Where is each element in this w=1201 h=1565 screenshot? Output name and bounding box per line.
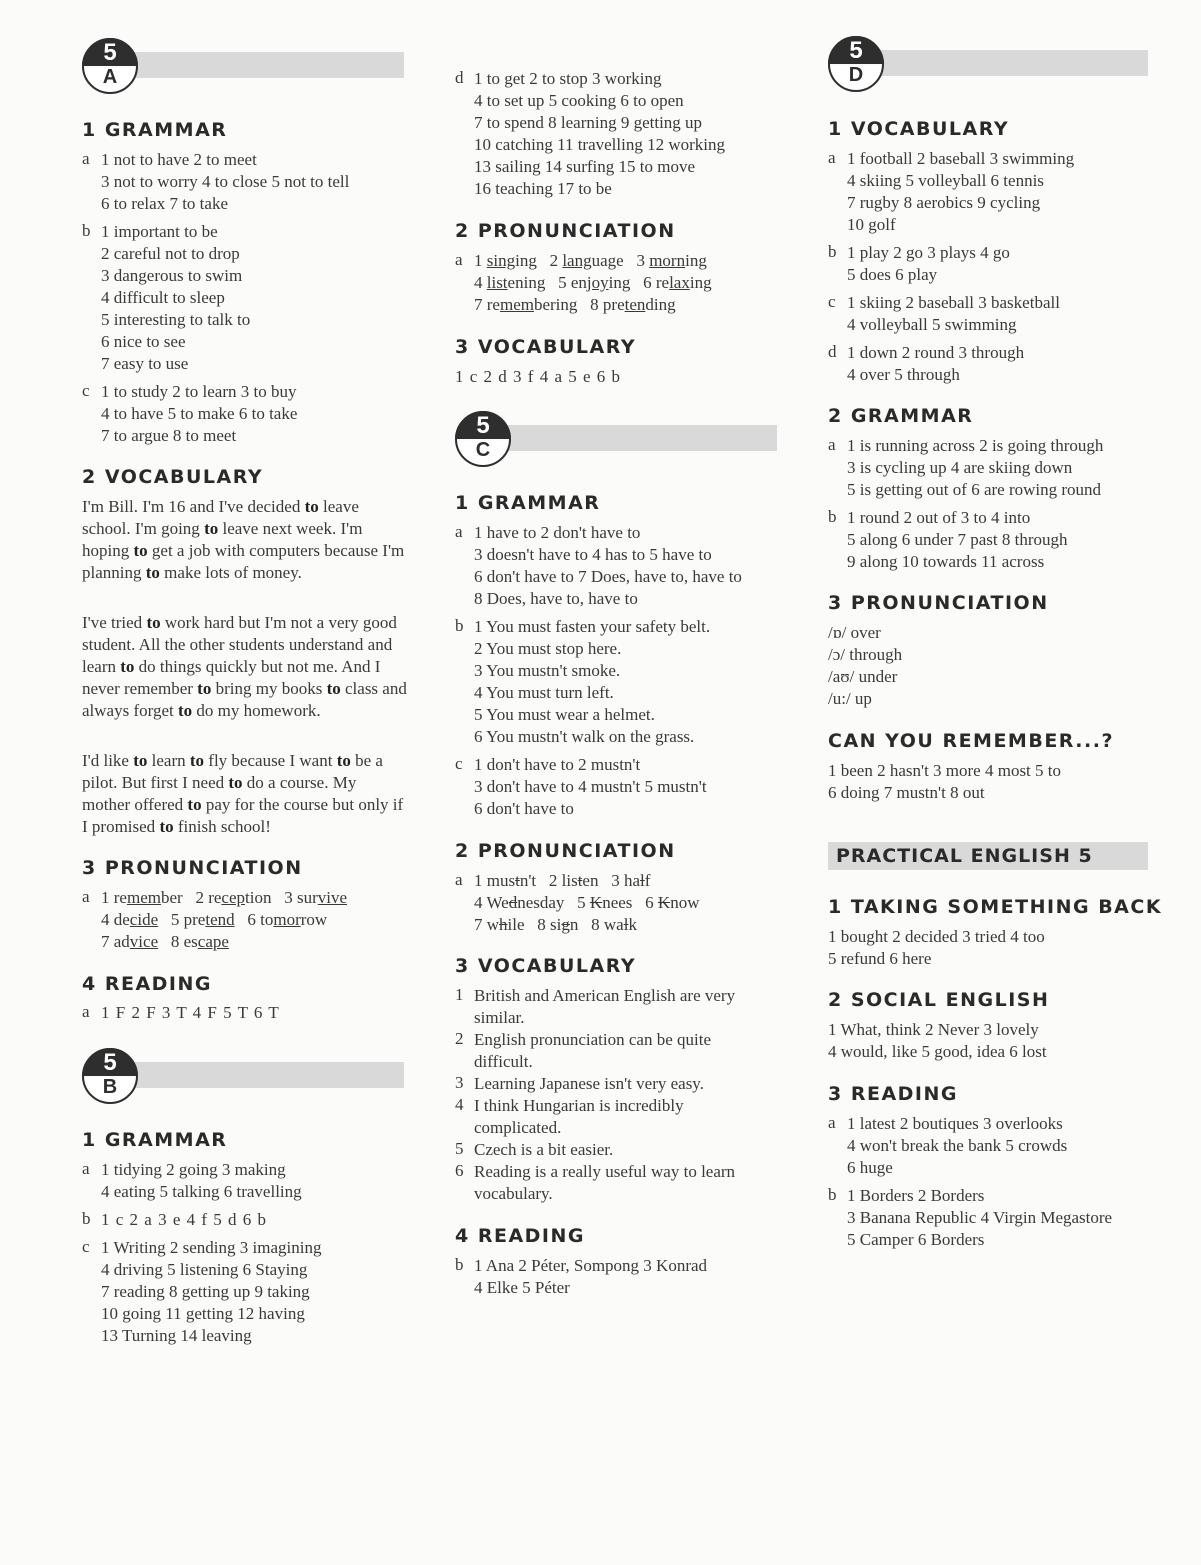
answer-line: 4 volleyball 5 swimming bbox=[847, 315, 1017, 334]
answer-line: 3 don't have to 4 mustn't 5 mustn't bbox=[474, 777, 707, 796]
answer-line: 1 Ana 2 Péter, Sompong 3 Konrad bbox=[474, 1256, 708, 1275]
answer-line: 1 latest 2 boutiques 3 overlooks bbox=[847, 1114, 1063, 1133]
badge-letter: D bbox=[848, 64, 864, 86]
section-header-bar bbox=[878, 50, 1148, 76]
phoneme-line: /aʊ/ under bbox=[828, 667, 898, 686]
section-header-bar bbox=[505, 425, 777, 451]
answer-line: 1 F 2 F 3 T 4 F 5 T 6 T bbox=[101, 1003, 280, 1022]
answer-line: 10 catching 11 travelling 12 working bbox=[474, 135, 726, 154]
answer-line: 4 would, like 5 good, idea 6 lost bbox=[828, 1042, 1047, 1061]
phoneme-line: /ɔ/ through bbox=[828, 645, 903, 664]
heading-reading: 3 READING bbox=[828, 1083, 958, 1105]
badge-letter: C bbox=[475, 439, 491, 461]
answer-line: 1 been 2 hasn't 3 more 4 most 5 to bbox=[828, 761, 1062, 780]
answer-line: English pronunciation can be quite bbox=[474, 1030, 711, 1049]
answer-line: 7 easy to use bbox=[101, 354, 189, 373]
answer-line: Czech is a bit easier. bbox=[474, 1140, 614, 1159]
badge-number: 5 bbox=[849, 37, 863, 64]
item-label: b bbox=[828, 507, 837, 526]
answer-line: 4 to set up 5 cooking 6 to open bbox=[474, 91, 684, 110]
answer-line: 7 to spend 8 learning 9 getting up bbox=[474, 113, 703, 132]
answer-line: 13 Turning 14 leaving bbox=[101, 1326, 252, 1345]
answer-line: 8 Does, have to, have to bbox=[474, 589, 638, 608]
answer-line: 1 have to 2 don't have to bbox=[474, 523, 641, 542]
answer-line: 5 is getting out of 6 are rowing round bbox=[847, 480, 1102, 499]
answer-line: 4 over 5 through bbox=[847, 365, 960, 384]
item-label: a bbox=[455, 870, 463, 889]
answer-line: similar. bbox=[474, 1008, 525, 1027]
answer-line: 1 You must fasten your safety belt. bbox=[474, 617, 711, 636]
vocabulary-paragraph: I'm Bill. I'm 16 and I've decided to leave school. I'm going to leave next week. I'm hoping to get a job with computers because I'm planning to make lots of money. bbox=[82, 497, 405, 582]
item-label: b bbox=[82, 1209, 91, 1228]
answer-line: 7 to argue 8 to meet bbox=[101, 426, 237, 445]
answer-line: 16 teaching 17 to be bbox=[474, 179, 612, 198]
answer-line: 6 nice to see bbox=[101, 332, 186, 351]
answer-line: 1 Borders 2 Borders bbox=[847, 1186, 985, 1205]
answer-line: 6 huge bbox=[847, 1158, 893, 1177]
answer-line: vocabulary. bbox=[474, 1184, 553, 1203]
pronunciation-line: 7 remembering 8 pretending bbox=[474, 295, 676, 314]
item-label: a bbox=[828, 1113, 836, 1132]
pronunciation-line: 4 decide 5 pretend 6 tomorrow bbox=[101, 910, 328, 929]
item-label: a bbox=[82, 1002, 90, 1021]
answer-line: 1 Writing 2 sending 3 imagining bbox=[101, 1238, 322, 1257]
item-label: 2 bbox=[455, 1029, 464, 1048]
answer-line: 1 important to be bbox=[101, 222, 218, 241]
item-label: b bbox=[82, 221, 91, 240]
answer-line: 10 golf bbox=[847, 215, 896, 234]
answer-line: 3 doesn't have to 4 has to 5 have to bbox=[474, 545, 712, 564]
answer-line: 1 tidying 2 going 3 making bbox=[101, 1160, 286, 1179]
pronunciation-line: 7 advice 8 escape bbox=[101, 932, 229, 951]
answer-line: 6 don't have to 7 Does, have to, have to bbox=[474, 567, 742, 586]
answer-line: 6 don't have to bbox=[474, 799, 574, 818]
answer-line: 5 You must wear a helmet. bbox=[474, 705, 655, 724]
silent-letter-line: 7 while 8 sign 8 walk bbox=[474, 915, 637, 934]
badge-letter: A bbox=[102, 66, 118, 88]
answer-line: I think Hungarian is incredibly bbox=[474, 1096, 684, 1115]
item-label: b bbox=[828, 242, 837, 261]
heading-vocabulary: 3 VOCABULARY bbox=[455, 955, 637, 977]
silent-letter-line: 1 mustn't 2 listen 3 half bbox=[474, 871, 651, 890]
section-header-bar bbox=[132, 1062, 404, 1088]
badge-number: 5 bbox=[103, 39, 117, 66]
answer-line: 7 reading 8 getting up 9 taking bbox=[101, 1282, 310, 1301]
item-label: b bbox=[455, 616, 464, 635]
heading-can-you-remember: CAN YOU REMEMBER...? bbox=[828, 730, 1114, 752]
pronunciation-line: 1 singing 2 language 3 morning bbox=[474, 251, 707, 270]
answer-line: 1 play 2 go 3 plays 4 go bbox=[847, 243, 1010, 262]
vocabulary-paragraph: I've tried to work hard but I'm not a very good student. All the other students understand and learn to do things quickly but not me. And I never remember to bring my books to class and always forget to do my homework. bbox=[82, 613, 407, 720]
item-label: a bbox=[828, 148, 836, 167]
answer-line: 3 not to worry 4 to close 5 not to tell bbox=[101, 172, 350, 191]
heading-pronunciation: 2 PRONUNCIATION bbox=[455, 840, 676, 862]
answer-line: 1 What, think 2 Never 3 lovely bbox=[828, 1020, 1039, 1039]
answer-line: Learning Japanese isn't very easy. bbox=[474, 1074, 704, 1093]
item-label: a bbox=[828, 435, 836, 454]
answer-line: 3 dangerous to swim bbox=[101, 266, 243, 285]
heading-reading: 4 READING bbox=[455, 1225, 585, 1247]
answer-line: 4 You must turn left. bbox=[474, 683, 614, 702]
answer-line: 7 rugby 8 aerobics 9 cycling bbox=[847, 193, 1041, 212]
answer-line: 4 difficult to sleep bbox=[101, 288, 225, 307]
answer-line: 13 sailing 14 surfing 15 to move bbox=[474, 157, 695, 176]
answer-line: 4 Elke 5 Péter bbox=[474, 1278, 570, 1297]
item-label: b bbox=[455, 1255, 464, 1274]
item-label: 6 bbox=[455, 1161, 464, 1180]
item-label: a bbox=[455, 522, 463, 541]
item-label: b bbox=[828, 1185, 837, 1204]
answer-line: 4 skiing 5 volleyball 6 tennis bbox=[847, 171, 1044, 190]
answer-line: difficult. bbox=[474, 1052, 533, 1071]
answer-line: 4 driving 5 listening 6 Staying bbox=[101, 1260, 308, 1279]
item-label: a bbox=[82, 149, 90, 168]
heading-vocabulary: 1 VOCABULARY bbox=[828, 118, 1010, 140]
heading-pronunciation: 3 PRONUNCIATION bbox=[82, 857, 303, 879]
answer-line: 4 to have 5 to make 6 to take bbox=[101, 404, 298, 423]
answer-line: 1 to study 2 to learn 3 to buy bbox=[101, 382, 297, 401]
section-header-bar bbox=[132, 52, 404, 78]
answer-line: 1 bought 2 decided 3 tried 4 too bbox=[828, 927, 1045, 946]
item-label: d bbox=[455, 68, 464, 87]
badge-number: 5 bbox=[476, 412, 490, 439]
silent-letter-line: 4 Wednesday 5 Knees 6 Know bbox=[474, 893, 700, 912]
answer-line: 9 along 10 towards 11 across bbox=[847, 552, 1045, 571]
answer-line: 1 c 2 d 3 f 4 a 5 e 6 b bbox=[455, 367, 622, 386]
answer-line: 1 not to have 2 to meet bbox=[101, 150, 257, 169]
answer-line: 3 is cycling up 4 are skiing down bbox=[847, 458, 1073, 477]
answer-line: complicated. bbox=[474, 1118, 562, 1137]
answer-line: 1 c 2 a 3 e 4 f 5 d 6 b bbox=[101, 1210, 268, 1229]
item-label: d bbox=[828, 342, 837, 361]
answer-line: 1 skiing 2 baseball 3 basketball bbox=[847, 293, 1060, 312]
item-label: 5 bbox=[455, 1139, 464, 1158]
answer-line: 10 going 11 getting 12 having bbox=[101, 1304, 305, 1323]
answer-line: 6 You mustn't walk on the grass. bbox=[474, 727, 695, 746]
answer-line: 1 down 2 round 3 through bbox=[847, 343, 1025, 362]
practical-english-header: PRACTICAL ENGLISH 5 bbox=[828, 842, 1148, 870]
answer-line: 2 You must stop here. bbox=[474, 639, 622, 658]
pronunciation-line: 4 listening 5 enjoying 6 relaxing bbox=[474, 273, 712, 292]
heading-taking-something-back: 1 TAKING SOMETHING BACK bbox=[828, 896, 1163, 918]
answer-line: 5 along 6 under 7 past 8 through bbox=[847, 530, 1068, 549]
item-label: c bbox=[82, 381, 90, 400]
heading-pronunciation: 3 PRONUNCIATION bbox=[828, 592, 1049, 614]
heading-vocabulary: 3 VOCABULARY bbox=[455, 336, 637, 358]
answer-line: 1 football 2 baseball 3 swimming bbox=[847, 149, 1075, 168]
answer-line: 5 does 6 play bbox=[847, 265, 938, 284]
heading-grammar: 1 GRAMMAR bbox=[82, 119, 228, 141]
answer-line: 1 is running across 2 is going through bbox=[847, 436, 1104, 455]
heading-vocabulary: 2 VOCABULARY bbox=[82, 466, 264, 488]
answer-line: 5 Camper 6 Borders bbox=[847, 1230, 985, 1249]
answer-line: 6 to relax 7 to take bbox=[101, 194, 228, 213]
pronunciation-line: 1 remember 2 reception 3 survive bbox=[101, 888, 348, 907]
item-label: a bbox=[82, 887, 90, 906]
heading-reading: 4 READING bbox=[82, 973, 212, 995]
answer-line: 1 to get 2 to stop 3 working bbox=[474, 69, 662, 88]
item-label: c bbox=[82, 1237, 90, 1256]
answer-line: 1 don't have to 2 mustn't bbox=[474, 755, 641, 774]
answer-line: 3 You mustn't smoke. bbox=[474, 661, 621, 680]
phoneme-line: /ɒ/ over bbox=[828, 623, 881, 642]
heading-pronunciation: 2 PRONUNCIATION bbox=[455, 220, 676, 242]
answer-line: 6 doing 7 mustn't 8 out bbox=[828, 783, 985, 802]
item-label: a bbox=[82, 1159, 90, 1178]
answer-line: Reading is a really useful way to learn bbox=[474, 1162, 736, 1181]
heading-grammar: 1 GRAMMAR bbox=[455, 492, 601, 514]
item-label: c bbox=[455, 754, 463, 773]
item-label: 1 bbox=[455, 985, 464, 1004]
heading-social-english: 2 SOCIAL ENGLISH bbox=[828, 989, 1050, 1011]
item-label: a bbox=[455, 250, 463, 269]
item-label: 3 bbox=[455, 1073, 464, 1092]
answer-line: 4 eating 5 talking 6 travelling bbox=[101, 1182, 302, 1201]
answer-line: 3 Banana Republic 4 Virgin Megastore bbox=[847, 1208, 1113, 1227]
answer-line: 1 round 2 out of 3 to 4 into bbox=[847, 508, 1031, 527]
item-label: c bbox=[828, 292, 836, 311]
answer-line: 5 interesting to talk to bbox=[101, 310, 251, 329]
answer-line: 4 won't break the bank 5 crowds bbox=[847, 1136, 1068, 1155]
badge-letter: B bbox=[102, 1076, 118, 1098]
answer-line: 5 refund 6 here bbox=[828, 949, 932, 968]
answer-line: British and American English are very bbox=[474, 986, 736, 1005]
answer-line: 2 careful not to drop bbox=[101, 244, 240, 263]
heading-grammar: 1 GRAMMAR bbox=[82, 1129, 228, 1151]
heading-grammar: 2 GRAMMAR bbox=[828, 405, 974, 427]
vocabulary-paragraph: I'd like to learn to fly because I want to be a pilot. But first I need to do a course. My mother offered to pay for the course but only if I promised to finish school! bbox=[82, 751, 404, 836]
item-label: 4 bbox=[455, 1095, 464, 1114]
badge-number: 5 bbox=[103, 1049, 117, 1076]
phoneme-line: /u:/ up bbox=[828, 689, 872, 708]
